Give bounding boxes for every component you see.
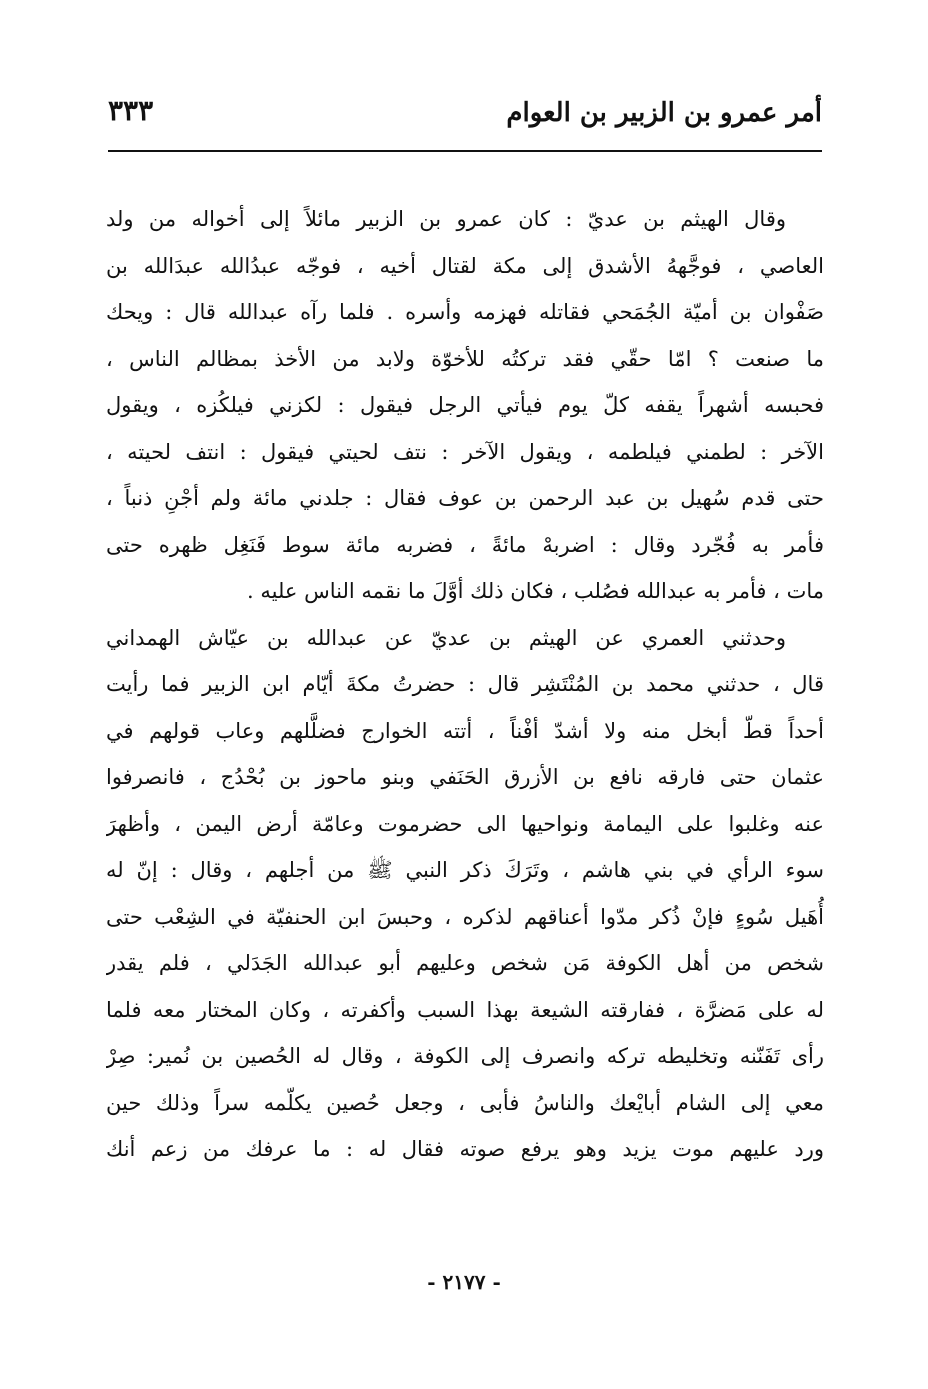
body-text	[106, 196, 824, 1173]
page-footer	[0, 1270, 928, 1294]
text-line: فحبسه أشهراً يقفه كلّ يوم فيأتي الرجل فيقول : لكزني فيلكُزه ، ويقول	[106, 393, 824, 417]
text-line: حتى قدم سُهيل بن عبد الرحمن بن عوف فقال : جلدني مائة ولم أجْنِ ذنباً ،	[106, 486, 824, 510]
text-line: العاصي ، فوجَّههُ الأشدق إلى مكة لقتال أخيه ، فوجّه عبدُالله عبدَالله بن	[106, 253, 824, 278]
chapter-title: أمر عمرو بن الزبير بن العوام	[506, 98, 822, 128]
text-line: معي إلى الشام أبايْعك والناسُ فأبى ، وجعل حُصين يكلّمه سراً وذلك حين	[106, 1090, 824, 1115]
text-line: سوء الرأي في بني هاشم ، وتَرَكَ ذكر النبي ﷺ من أجلهم ، وقال : إنّ له	[106, 858, 824, 882]
text-line: الآخر : لطمني فيلطمه ، ويقول الآخر : نتف لحيتي فيقول : انتف لحيته ،	[106, 439, 824, 464]
text-line: فأمر به فُجّرد وقال : اضربهْ مائةً ، فضربه مائة سوط فَنَغِل ظهره حتى	[106, 532, 824, 557]
text-line: ما صنعت ؟ امّا حقّي فقد تركتُه للأخوّة ولابد من الأخذ بمظالم الناس ،	[106, 346, 824, 371]
text-line: رأى تَفَنّنه وتخليطه تركه وانصرف إلى الكوفة ، وقال له الحُصين بن نُمير: صِرْ	[106, 1044, 824, 1068]
header-divider	[108, 150, 822, 152]
text-line: قال ، حدثني محمد بن المُنْتَشِر قال : حضرتُ مكةَ أيّام ابن الزبير فما رأيت	[106, 672, 824, 696]
page-number: ٣٣٣	[108, 94, 154, 127]
text-line: شخص من أهل الكوفة مَن شخص وعليهم أبو عبدالله الجَدَلي ، فلم يقدر	[106, 951, 824, 975]
text-line: له على مَضرَّة ، ففارقته الشيعة بهذا السبب وأكفرته ، وكان المختار معه فلما	[106, 997, 824, 1022]
text-line: أحداً قطّ أبخل منه ولا أشدّ أفْناً ، أتته الخوارج فضلَّلهم وعاب قولهم في	[106, 718, 824, 743]
text-line: صَفْوان بن أميّة الجُمَحي فقاتله فهزمه وأسره . فلما رآه عبدالله قال : ويحك	[106, 300, 824, 324]
running-header	[108, 88, 822, 140]
text-line: عثمان حتى فارقه نافع بن الأزرق الحَنَفي وبنو ماحوز بن بُحْدُج ، فانصرفوا	[106, 765, 824, 789]
text-line: ورد عليهم موت يزيد وهو يرفع صوته فقال له : ما عرفك من زعم أنك	[106, 1137, 824, 1161]
text-line: أُهَيل سُوءٍ فإنْ ذُكر مدّوا أعناقهم لذكره ، وحبسَ ابن الحنفيّة في الشِعْب حتى	[106, 904, 824, 929]
footer-page-marker: - ٢١٧٧ -	[427, 1270, 501, 1294]
text-line: وقال الهيثم بن عديّ : كان عمرو بن الزبير مائلاً إلى أخواله من ولد	[106, 207, 786, 231]
text-line: وحدثني العمري عن الهيثم بن عديّ عن عبدالله بن عيّاش الهمداني	[106, 625, 786, 650]
text-line: عنه وغلبوا على اليمامة ونواحيها الى حضرموت وعامّة أرض اليمن ، وأظهرَ	[106, 811, 824, 836]
text-line: مات ، فأمر به عبدالله فصُلب ، فكان ذلك أوَّلَ ما نقمه الناس عليه .	[247, 579, 824, 603]
